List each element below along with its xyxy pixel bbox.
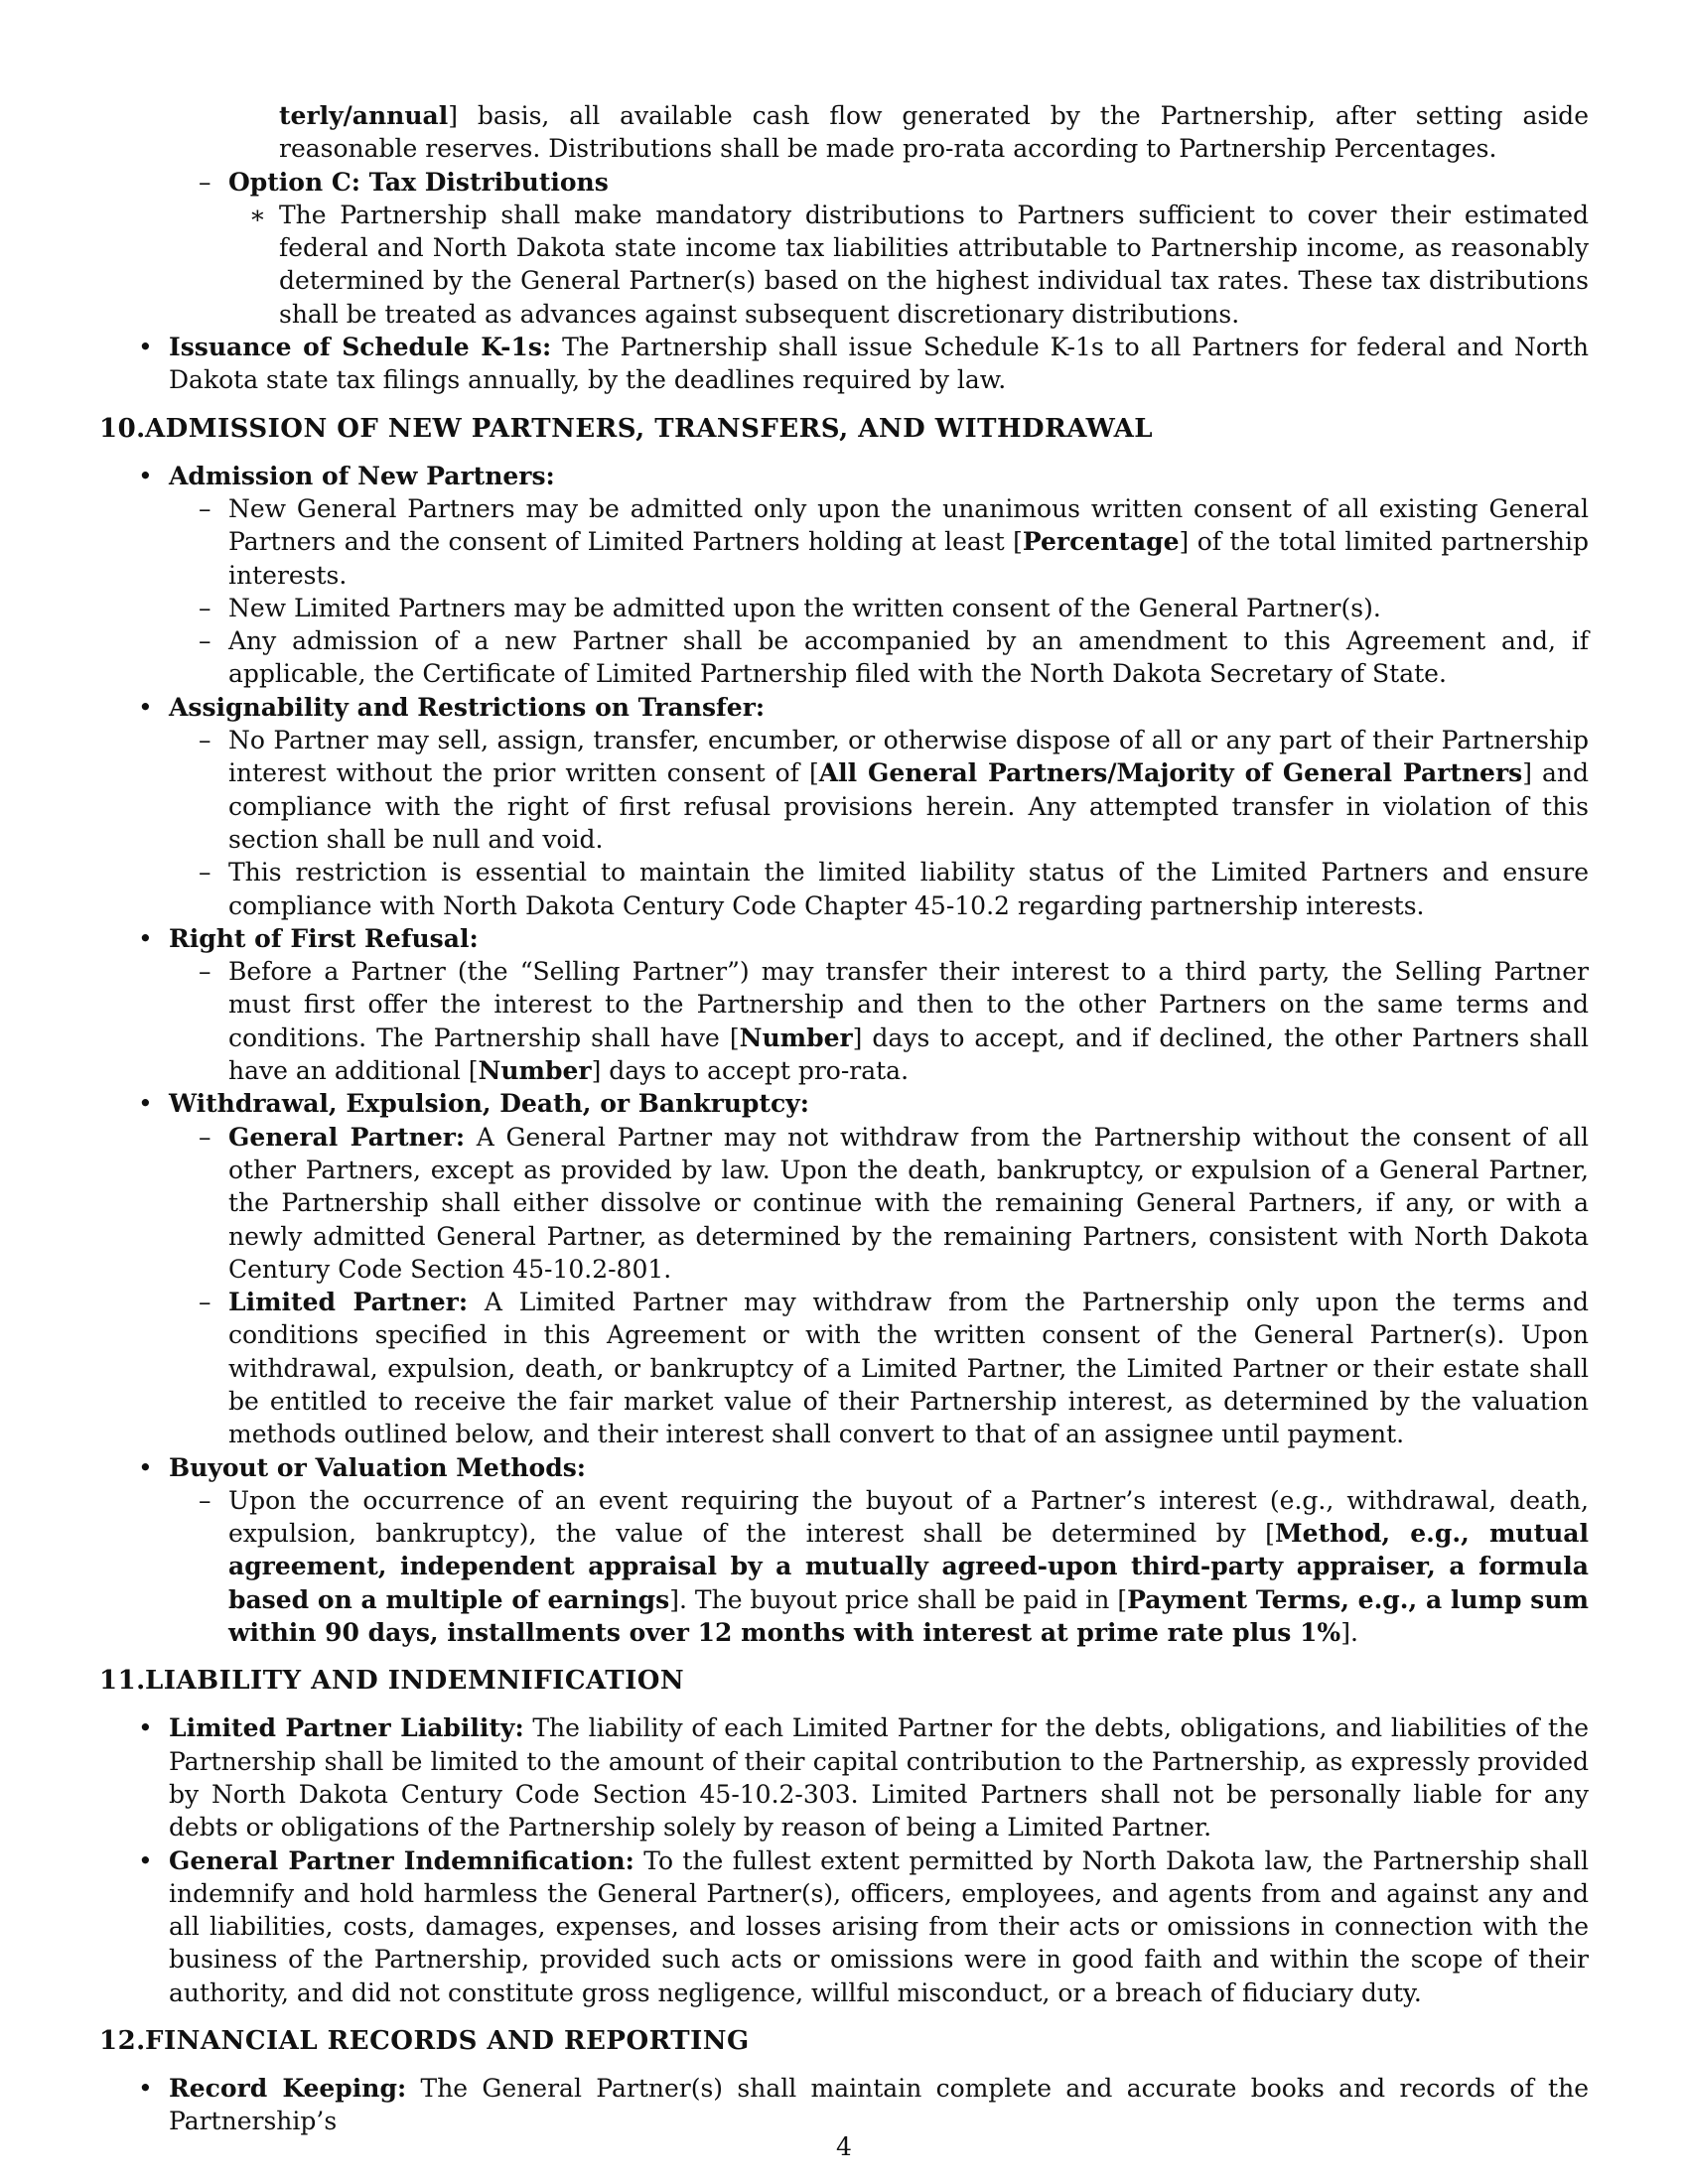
withdrawal-item xyxy=(138,1087,1589,1120)
assignability-sub-b xyxy=(199,856,1589,922)
gp-indemnification-item xyxy=(138,1844,1589,2009)
carryover-bold: terly/annual xyxy=(279,101,449,130)
admission-a-post: ] of the total limited partnership interests. xyxy=(228,527,1590,590)
dash-marker: – xyxy=(199,858,211,887)
assignability-b-text: This restriction is essential to maintain the limited liability status of the Limited Partners and ensure compliance with North Dakota Century Code Chapter 45-10.2 regarding partnership interests. xyxy=(228,858,1589,920)
buyout-a-bold1: Method, e.g., mutual agreement, independent appraisal by a mutually agreed-upon third-party appraiser, a formula based on a multiple of earnings xyxy=(228,1519,1589,1614)
section-11-number: 11. xyxy=(99,1666,146,1697)
buyout-a-bold2: Payment Terms, e.g., a lump sum within 90 days, installments over 12 months with interest at prime rate plus 1% xyxy=(228,1584,1589,1648)
buyout-a-mid: ]. The buyout price shall be paid in [ xyxy=(669,1584,1128,1614)
assignability-item xyxy=(138,691,1589,724)
lp-liability-item xyxy=(138,1711,1589,1843)
assignability-a-bold: All General Partners/Majority of General Partners xyxy=(818,758,1523,788)
withdrawal-lp-text: A Limited Partner may withdraw from the Partnership only upon the terms and conditions specified in this Agreement or with the written consent of the General Partner(s). Upon withdrawal, expulsion, death, or bankruptcy of a Limited Partner, the Limited Partner or their estate shall be entitled to receive the fair market value of their Partnership interest, as determined by the valuation methods outlined below, and their interest shall convert to that of an assignee until payment. xyxy=(228,1288,1589,1449)
buyout-a-pre: Upon the occurrence of an event requiring the buyout of a Partner’s interest (e.g., withdrawal, death, expulsion, bankruptcy), the value of the interest shall be determined by [ xyxy=(228,1485,1589,1549)
section-10-heading xyxy=(99,413,1589,446)
dash-marker: – xyxy=(199,1122,211,1152)
buyout-label: Buyout or Valuation Methods: xyxy=(169,1452,587,1482)
admission-sub-b xyxy=(199,592,1589,624)
k1-text: The Partnership shall issue Schedule K-1s to all Partners for federal and North Dakota state tax filings annually, by the deadlines required by law. xyxy=(169,333,1589,395)
admission-sub-a xyxy=(199,492,1590,592)
withdrawal-gp-text: A General Partner may not withdraw from the Partnership without the consent of all other Partners, except as provided by law. Upon the death, bankruptcy, or expulsion of a General Partner, the Partnership shall either dissolve or continue with the remaining General Partners, if any, or with a newly admitted General Partner, as determined by the remaining Partners, consistent with North Dakota Century Code Section 45-10.2-801. xyxy=(228,1122,1590,1284)
section-10-number: 10. xyxy=(99,413,146,444)
carryover-paragraph xyxy=(279,99,1589,166)
k1-label: Issuance of Schedule K-1s: xyxy=(169,333,552,362)
lp-liability-text: The liability of each Limited Partner for the debts, obligations, and liabilities of the Partnership shall be limited to the amount of their capital contribution to the Partnership, as expressly provided by North Dakota Century Code Section 45-10.2-303. Limited Partners shall not be personally liable for any debts or obligations of the Partnership solely by reason of being a Limited Partner. xyxy=(169,1713,1589,1843)
buyout-sub-a xyxy=(199,1484,1589,1649)
bullet-marker: • xyxy=(138,1845,153,1875)
option-c-text: The Partnership shall make mandatory distributions to Partners sufficient to cover their estimated federal and North Dakota state income tax liabilities attributable to Partnership income, as reasonably determined by the General Partner(s) based on the highest individual tax rates. These tax distributions shall be treated as advances against subsequent discretionary distributions. xyxy=(279,200,1589,329)
dash-marker: – xyxy=(199,493,211,523)
dash-marker: – xyxy=(199,1485,211,1515)
section-11-heading xyxy=(99,1665,1589,1698)
record-keeping-label: Record Keeping: xyxy=(169,2074,407,2104)
dash-marker: – xyxy=(199,957,211,987)
admission-item xyxy=(138,460,1589,492)
dash-marker: – xyxy=(199,626,211,656)
option-c-title: Option C: Tax Distributions xyxy=(228,167,609,197)
record-keeping-text: The General Partner(s) shall maintain complete and accurate books and records of the Partnership’s xyxy=(169,2074,1589,2136)
rofr-a-post: ] days to accept pro-rata. xyxy=(591,1056,910,1086)
gp-indemnification-text: To the fullest extent permitted by North Dakota law, the Partnership shall indemnify and hold harmless the General Partner(s), officers, employees, and agents from and against any and all liabilities, costs, damages, expenses, and losses arising from their acts or omissions in connection with the business of the Partnership, provided such acts or omissions were in good faith and within the scope of their authority, and did not constitute gross negligence, willful misconduct, or a breach of fiduciary duty. xyxy=(169,1845,1589,2007)
rofr-a-bold1: Number xyxy=(739,1023,853,1052)
section-11-title: LIABILITY AND INDEMNIFICATION xyxy=(145,1666,685,1697)
page-number: 4 xyxy=(836,2132,852,2161)
admission-b-text: New Limited Partners may be admitted upon the written consent of the General Partner(s). xyxy=(228,593,1381,622)
record-keeping-item xyxy=(138,2072,1589,2138)
withdrawal-gp-label: General Partner: xyxy=(228,1122,466,1152)
assignability-a-post: ] and compliance with the right of first refusal provisions herein. Any attempted transfer in violation of this section shall be null and void. xyxy=(228,758,1590,854)
bullet-marker: • xyxy=(138,1713,153,1743)
bullet-marker: • xyxy=(138,2074,153,2104)
buyout-item xyxy=(138,1451,1589,1484)
withdrawal-lp xyxy=(199,1286,1589,1450)
rofr-a-bold2: Number xyxy=(478,1056,592,1086)
withdrawal-gp xyxy=(199,1121,1590,1286)
bullet-marker: • xyxy=(138,923,153,953)
assignability-label: Assignability and Restrictions on Transfer: xyxy=(169,692,766,722)
k1-item xyxy=(138,331,1589,397)
admission-a-pre: New General Partners may be admitted only upon the unanimous written consent of all existing General Partners and the consent of Limited Partners holding at least [ xyxy=(228,493,1589,557)
bullet-marker: • xyxy=(138,1452,153,1482)
section-12-heading xyxy=(99,2025,1589,2058)
assignability-sub-a xyxy=(199,724,1590,856)
carryover-text: ] basis, all available cash flow generated by the Partnership, after setting aside reasonable reserves. Distributions shall be made pro-rata according to Partnership Percentages. xyxy=(279,101,1589,164)
asterisk-marker: ∗ xyxy=(249,200,266,229)
rofr-item xyxy=(138,922,1589,955)
section-12-number: 12. xyxy=(99,2026,146,2057)
option-c-item xyxy=(249,199,1589,331)
bullet-marker: • xyxy=(138,692,153,722)
bullet-marker: • xyxy=(138,1089,153,1119)
withdrawal-label: Withdrawal, Expulsion, Death, or Bankruptcy: xyxy=(169,1089,809,1119)
dash-marker: – xyxy=(199,726,211,755)
rofr-sub-a xyxy=(199,955,1590,1087)
admission-a-bold: Percentage xyxy=(1022,527,1180,557)
bullet-marker: • xyxy=(138,461,153,490)
section-10-title: ADMISSION OF NEW PARTNERS, TRANSFERS, AND WITHDRAWAL xyxy=(145,413,1154,444)
admission-sub-c xyxy=(199,624,1589,691)
admission-c-text: Any admission of a new Partner shall be accompanied by an amendment to this Agreement and, if applicable, the Certificate of Limited Partnership filed with the North Dakota Secretary of State. xyxy=(228,626,1589,689)
assignability-a-pre: No Partner may sell, assign, transfer, encumber, or otherwise dispose of all or any part of their Partnership interest without the prior written consent of [ xyxy=(228,726,1589,788)
rofr-label: Right of First Refusal: xyxy=(169,923,479,953)
withdrawal-lp-label: Limited Partner: xyxy=(228,1288,469,1317)
document-page xyxy=(99,99,1589,2138)
dash-marker: – xyxy=(199,593,211,622)
option-c-heading xyxy=(199,166,1589,199)
rofr-a-mid: ] days to accept, and if declined, the other Partners shall have an additional [ xyxy=(228,1023,1590,1086)
dash-marker: – xyxy=(199,167,211,197)
dash-marker: – xyxy=(199,1288,211,1317)
bullet-marker: • xyxy=(138,333,153,362)
gp-indemnification-label: General Partner Indemnification: xyxy=(169,1845,634,1875)
lp-liability-label: Limited Partner Liability: xyxy=(169,1713,524,1743)
buyout-a-post: ]. xyxy=(1340,1618,1358,1648)
section-12-title: FINANCIAL RECORDS AND REPORTING xyxy=(145,2026,750,2057)
rofr-a-pre: Before a Partner (the “Selling Partner”) may transfer their interest to a third party, the Selling Partner must first offer the interest to the Partnership and then to the other Partners on the same terms and conditions. The Partnership shall have [ xyxy=(228,957,1589,1052)
admission-label: Admission of New Partners: xyxy=(169,461,555,490)
